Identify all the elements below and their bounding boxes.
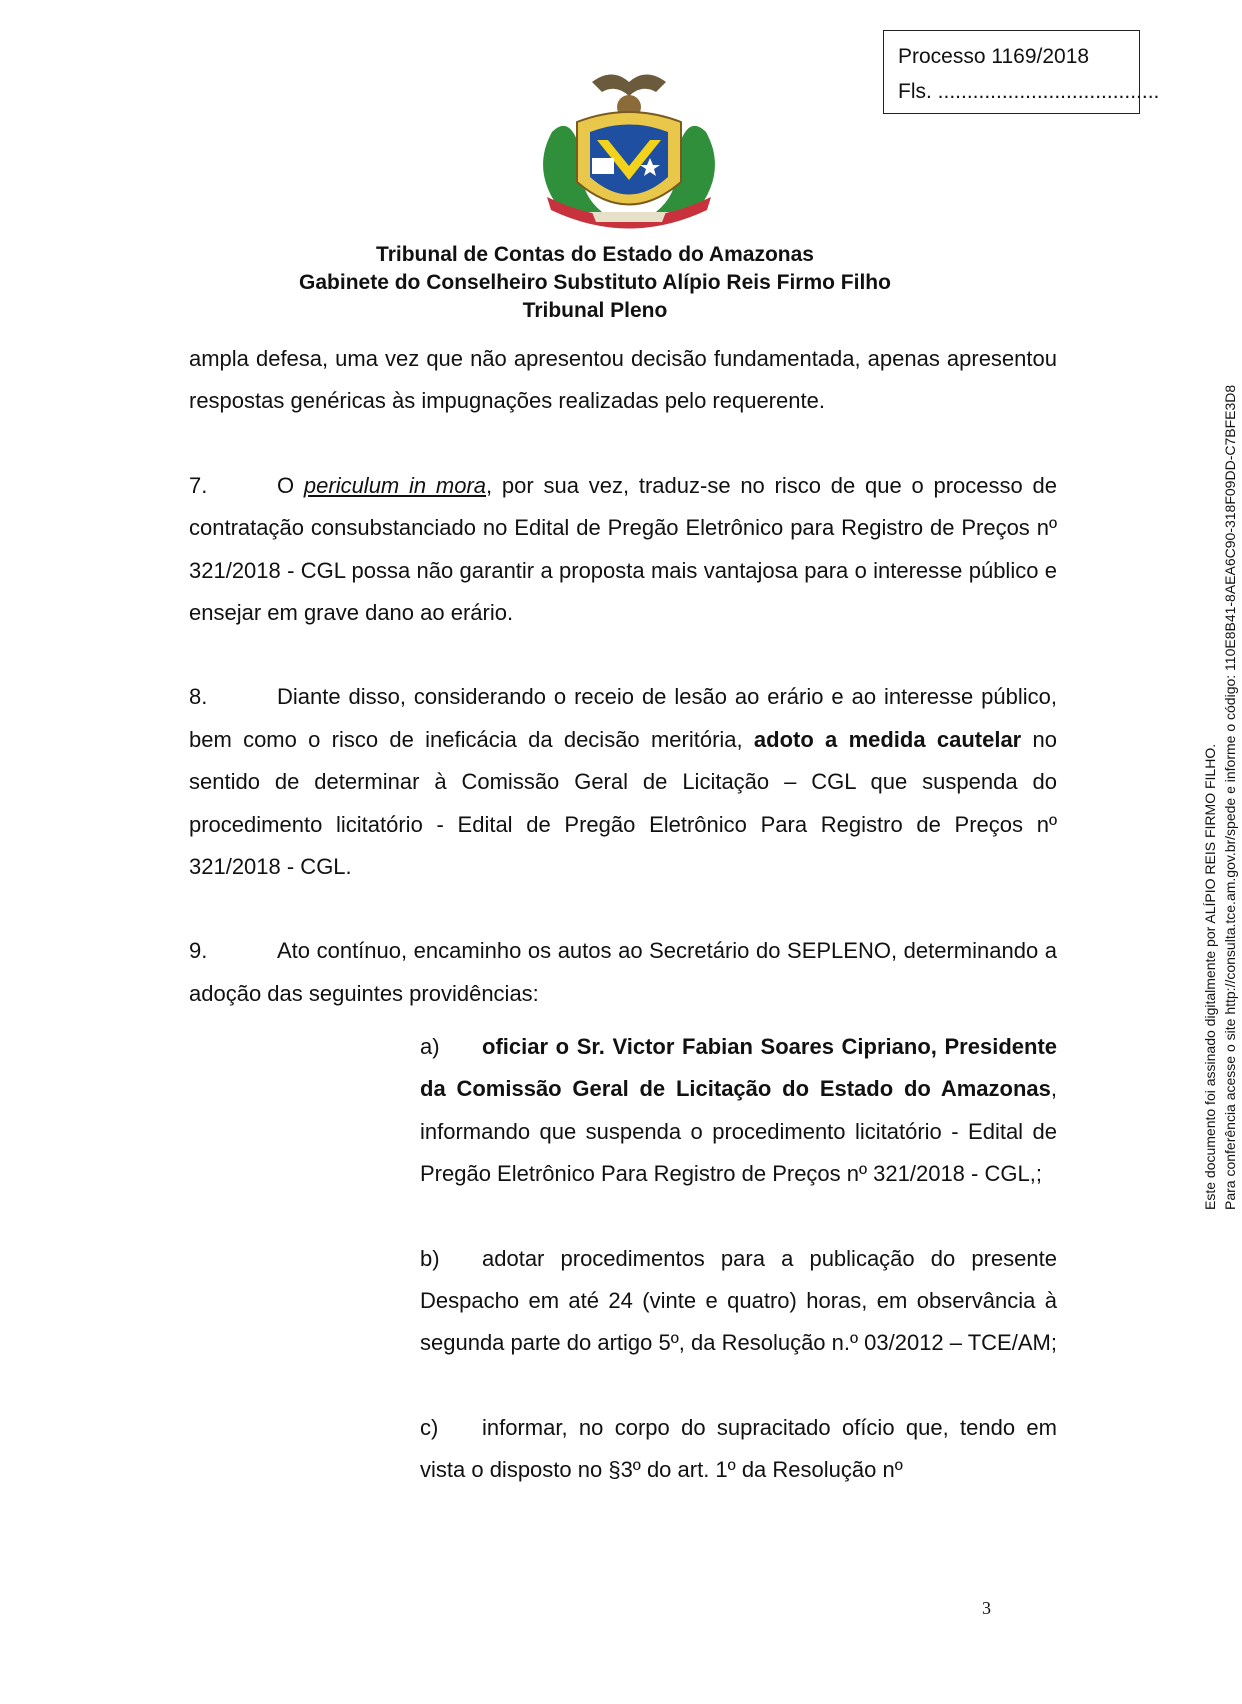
paragraph-continuation: ampla defesa, uma vez que não apresentou decisão fundamentada, apenas apresentou respostas genéricas às impugnações realizadas pelo requerente. (189, 346, 1057, 414)
paragraph-9: 9. Ato contínuo, encaminho os autos ao Secretário do SEPLENO, determinando a adoção das seguintes providências: (189, 930, 1057, 1015)
providencias-list (420, 1026, 1057, 1492)
latin-term: periculum in mora (303, 472, 487, 498)
decision-emphasis: adoto a medida cautelar (753, 726, 1022, 752)
header-court-name: Tribunal de Contas do Estado do Amazonas (376, 243, 814, 266)
paragraph-number: 8. (189, 684, 208, 710)
digital-signature-note (1200, 375, 1240, 1210)
page-number: 3 (982, 1598, 991, 1618)
header-office-name: Gabinete do Conselheiro Substituto Alípio Reis Firmo Filho (299, 271, 891, 294)
paragraph-7: 7. O periculum in mora, por sua vez, traduz-se no risco de que o processo de contratação consubstanciado no Edital de Pregão Eletrônico para Registro de Preços nº 321/2018 - CGL possa não garantir a proposta mais vantajosa para o interesse público e ensejar em grave dano ao erário. (189, 465, 1057, 635)
folio-line: Fls. ...................................... (898, 80, 1160, 103)
header-plenary: Tribunal Pleno (522, 299, 668, 322)
list-item-b: b) adotar procedimentos para a publicação do presente Despacho em até 24 (vinte e quatro) horas, em observância à segunda parte do artigo 5º, da Resolução n.º 03/2012 – TCE/AM; (420, 1245, 1057, 1356)
list-item-c: c) informar, no corpo do supracitado ofício que, tendo em vista o disposto no §3º do art. 1º da Resolução nº (420, 1414, 1057, 1483)
tce-seal-icon (522, 62, 736, 242)
list-item-a: a) oficiar o Sr. Victor Fabian Soares Cipriano, Presidente da Comissão Geral de Licitação do Estado do Amazonas, informando que suspenda o procedimento licitatório - Edital de Pregão Eletrônico Para Registro de Preços nº 321/2018 - CGL,; (420, 1034, 1057, 1187)
signature-line: Este documento foi assinado digitalmente por ALÍPIO REIS FIRMO FILHO. (1202, 743, 1218, 1210)
process-number: Processo 1169/2018 (898, 45, 1090, 68)
verification-line: Para conferência acesse o site http://consulta.tce.am.gov.br/spede e informe o código: 110E8B41-8AEA6C90-318F09DD-C7BFE3D8 (1222, 384, 1238, 1210)
body-paragraphs (189, 338, 1057, 1015)
paragraph-8: 8. Diante disso, considerando o receio de lesão ao erário e ao interesse público, bem como o risco de ineficácia da decisão meritória, adoto a medida cautelar no sentido de determinar à Comissão Geral de Licitação – CGL que suspenda do procedimento licitatório - Edital de Pregão Eletrônico Para Registro de Preços nº 321/2018 - CGL. (189, 676, 1057, 888)
process-number-box (883, 30, 1160, 114)
paragraph-number: 9. (189, 938, 208, 964)
paragraph-number: 7. (189, 472, 208, 498)
document-header (0, 241, 1190, 325)
